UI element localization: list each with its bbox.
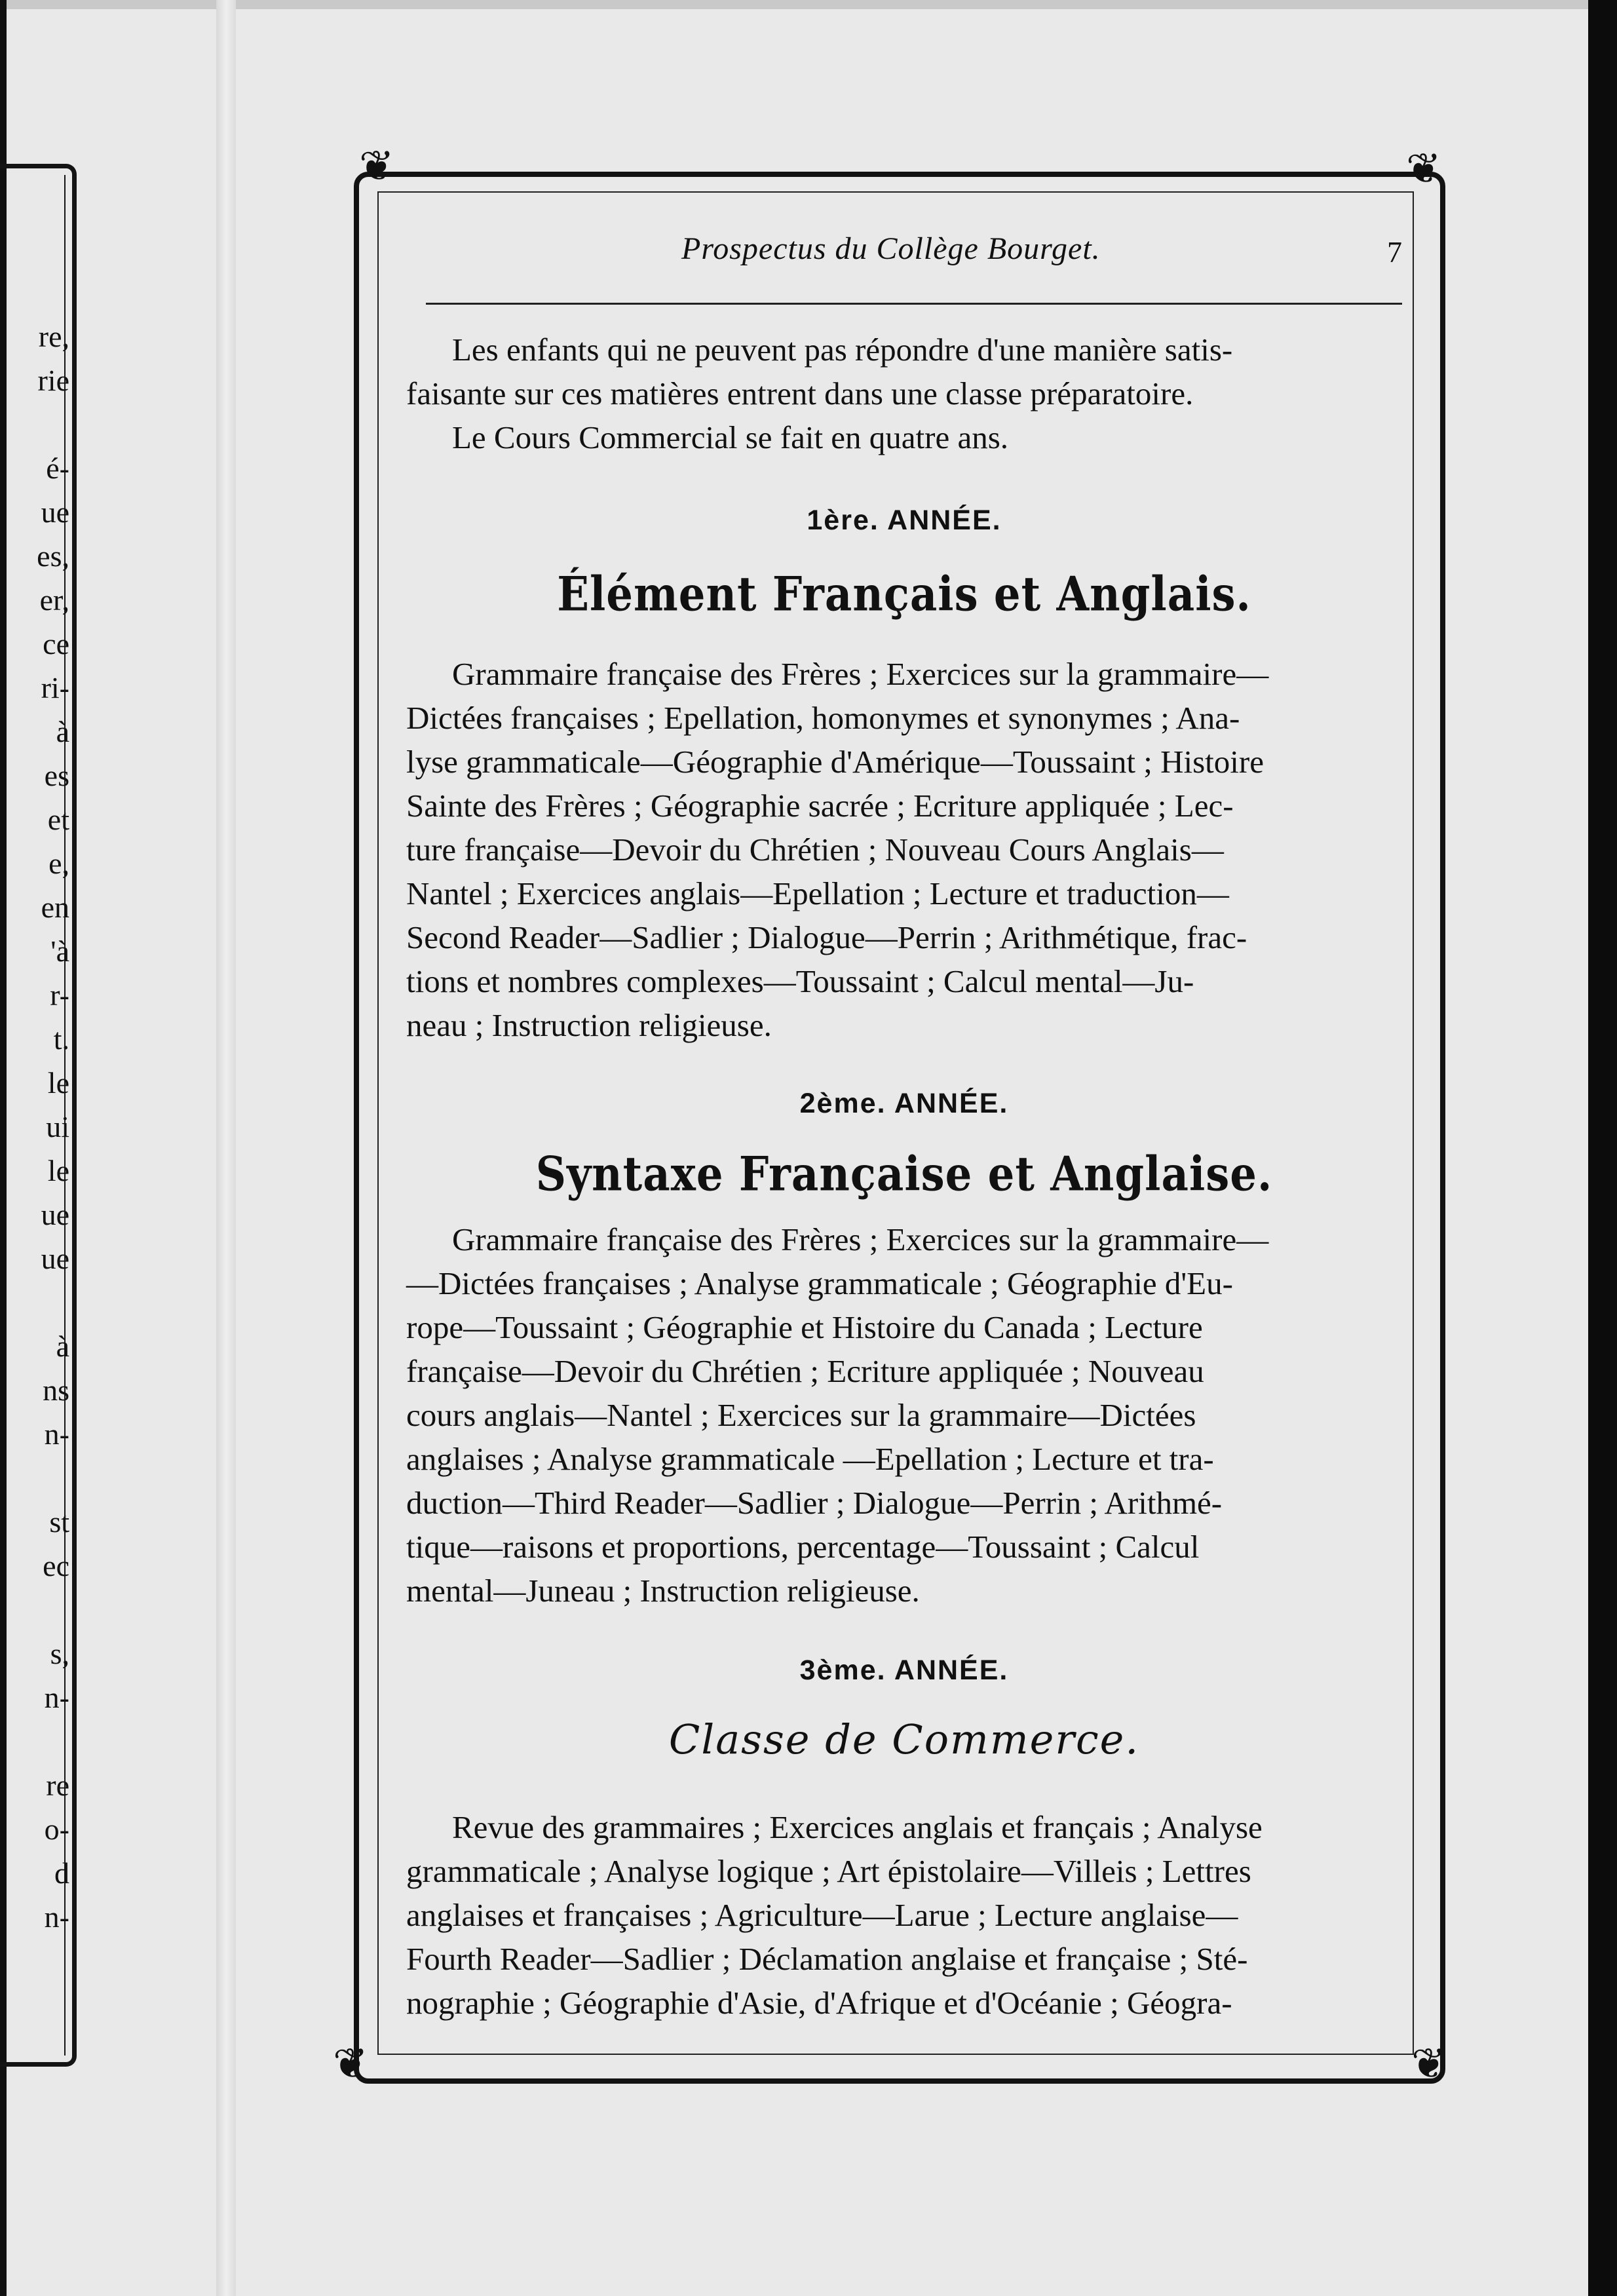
- section-year-heading: 2ème. ANNÉE.: [799, 1088, 1009, 1119]
- section-title: Élément Français et Anglais.: [557, 567, 1251, 622]
- section-year-heading: 3ème. ANNÉE.: [799, 1655, 1009, 1686]
- previous-page-line: e,: [48, 847, 69, 880]
- body-line: cours anglais—Nantel ; Exercices sur la grammaire—Dictées: [406, 1397, 1196, 1433]
- body-line: rope—Toussaint ; Géographie et Histoire du Canada ; Lecture: [406, 1309, 1203, 1345]
- intro-line: Le Cours Commercial se fait en quatre ans.: [452, 419, 1009, 455]
- section-year-heading: 1ère. ANNÉE.: [807, 505, 1002, 536]
- body-line: lyse grammaticale—Géographie d'Amérique—Toussaint ; Histoire: [406, 744, 1264, 780]
- previous-page-line: é-: [46, 451, 69, 485]
- previous-page-line: [0, 1280, 69, 1324]
- body-line: Grammaire française des Frères ; Exercices sur la grammaire—: [452, 656, 1269, 692]
- previous-page-line: er,: [39, 583, 69, 617]
- body-line: Nantel ; Exercices anglais—Epellation ; Lecture et traduction—: [406, 875, 1229, 911]
- body-line: grammaticale ; Analyse logique ; Art épistolaire—Villeis ; Lettres: [406, 1853, 1251, 1889]
- previous-page-line: n-: [44, 1681, 69, 1714]
- running-head: Prospectus du Collège Bourget.: [681, 231, 1101, 266]
- previous-page-line: d: [54, 1856, 69, 1890]
- corner-ornament-top-left-icon: ❦: [359, 142, 394, 191]
- body-line: française—Devoir du Chrétien ; Ecriture appliquée ; Nouveau: [406, 1353, 1204, 1389]
- body-line: anglaises et françaises ; Agriculture—Larue ; Lecture anglaise—: [406, 1897, 1238, 1933]
- previous-page-line: re,: [38, 320, 69, 353]
- body-line: mental—Juneau ; Instruction religieuse.: [406, 1573, 920, 1609]
- previous-page-line: le: [47, 1154, 69, 1187]
- previous-page-line: [0, 1456, 69, 1500]
- previous-page-line: ce: [43, 627, 69, 660]
- corner-ornament-bottom-right-icon: ❦: [1411, 2040, 1447, 2088]
- body-line: neau ; Instruction religieuse.: [406, 1007, 772, 1043]
- section-title: Classe de Commerce.: [668, 1715, 1140, 1763]
- previous-page-line: à: [56, 715, 69, 748]
- page-fold: [216, 0, 236, 2296]
- body-line: tions et nombres complexes—Toussaint ; Calcul mental—Ju-: [406, 963, 1194, 999]
- previous-page-line: ec: [43, 1549, 69, 1582]
- previous-page-line: ri-: [41, 671, 69, 704]
- previous-page-line: 'à: [50, 934, 69, 968]
- previous-page-fragment: [0, 0, 77, 2296]
- body-line: Dictées françaises ; Epellation, homonymes et synonymes ; Ana-: [406, 700, 1240, 736]
- intro-paragraph: [406, 328, 1402, 459]
- previous-page-line: n-: [44, 1417, 69, 1451]
- previous-page-line: et: [47, 803, 69, 836]
- body-line: anglaises ; Analyse grammaticale —Epellation ; Lecture et tra-: [406, 1441, 1214, 1477]
- body-line: Second Reader—Sadlier ; Dialogue—Perrin ; Arithmétique, frac-: [406, 919, 1247, 955]
- previous-page-line: en: [41, 890, 69, 924]
- previous-page-line: [0, 402, 69, 446]
- corner-ornament-top-right-icon: ❦: [1406, 145, 1441, 193]
- body-line: duction—Third Reader—Sadlier ; Dialogue—Perrin ; Arithmé-: [406, 1485, 1223, 1521]
- section-2: [406, 1088, 1402, 1120]
- corner-ornament-bottom-left-icon: ❦: [333, 2040, 368, 2088]
- previous-page-line: ue: [41, 495, 69, 529]
- previous-page-line: le: [47, 1066, 69, 1100]
- previous-page-line: es,: [37, 539, 69, 573]
- previous-page-line: ue: [41, 1198, 69, 1231]
- body-line: Fourth Reader—Sadlier ; Déclamation anglaise et française ; Sté-: [406, 1941, 1248, 1977]
- page-number: 7: [1387, 235, 1402, 269]
- previous-page-line: ui: [46, 1110, 69, 1143]
- section-1-title-wrap: [406, 567, 1402, 622]
- previous-page-line: o-: [44, 1812, 69, 1846]
- section-2-body: [406, 1217, 1402, 1613]
- previous-page-line: ns: [43, 1373, 69, 1407]
- section-1-body: [406, 652, 1402, 1047]
- page-header: [406, 197, 1402, 288]
- previous-page-line: s,: [50, 1637, 69, 1670]
- page-inner-border: [377, 191, 1414, 2055]
- section-title: Syntaxe Française et Anglaise.: [535, 1147, 1273, 1202]
- previous-page-line: t.: [53, 1022, 69, 1056]
- header-rule: [426, 303, 1402, 305]
- previous-page-line: r-: [50, 978, 69, 1012]
- previous-page-line: [0, 1588, 69, 1632]
- previous-page-line: re: [46, 1769, 69, 1802]
- body-line: Grammaire française des Frères ; Exercices sur la grammaire—: [452, 1221, 1269, 1257]
- section-1: [406, 505, 1402, 537]
- body-line: —Dictées françaises ; Analyse grammaticale ; Géographie d'Eu-: [406, 1265, 1233, 1301]
- previous-page-line: es: [44, 759, 69, 792]
- previous-page-line: st: [49, 1505, 69, 1539]
- previous-page-line: ue: [41, 1242, 69, 1275]
- previous-page-text: [0, 315, 69, 1939]
- scan-right-edge: [1588, 0, 1617, 2296]
- body-line: tique—raisons et proportions, percentage—Toussaint ; Calcul: [406, 1529, 1200, 1565]
- section-3: [406, 1655, 1402, 1687]
- scan-top-edge: [0, 0, 1617, 9]
- body-line: ture française—Devoir du Chrétien ; Nouveau Cours Anglais—: [406, 832, 1224, 868]
- body-line: Sainte des Frères ; Géographie sacrée ; Ecriture appliquée ; Lec-: [406, 788, 1234, 824]
- section-2-title-wrap: [406, 1147, 1402, 1202]
- previous-page-line: [0, 1719, 69, 1763]
- page-content: [406, 197, 1402, 2021]
- intro-line: Les enfants qui ne peuvent pas répondre d'une manière satis-: [452, 332, 1233, 368]
- previous-page-line: n-: [44, 1900, 69, 1934]
- section-3-body: [406, 1805, 1402, 2025]
- body-line: Revue des grammaires ; Exercices anglais et français ; Analyse: [452, 1809, 1263, 1845]
- previous-page-line: rie: [37, 364, 69, 397]
- previous-page-line: à: [56, 1330, 69, 1363]
- intro-line: faisante sur ces matières entrent dans une classe préparatoire.: [406, 375, 1194, 411]
- section-3-title-wrap: [406, 1715, 1402, 1763]
- body-line: nographie ; Géographie d'Asie, d'Afrique et d'Océanie ; Géogra-: [406, 1985, 1232, 2021]
